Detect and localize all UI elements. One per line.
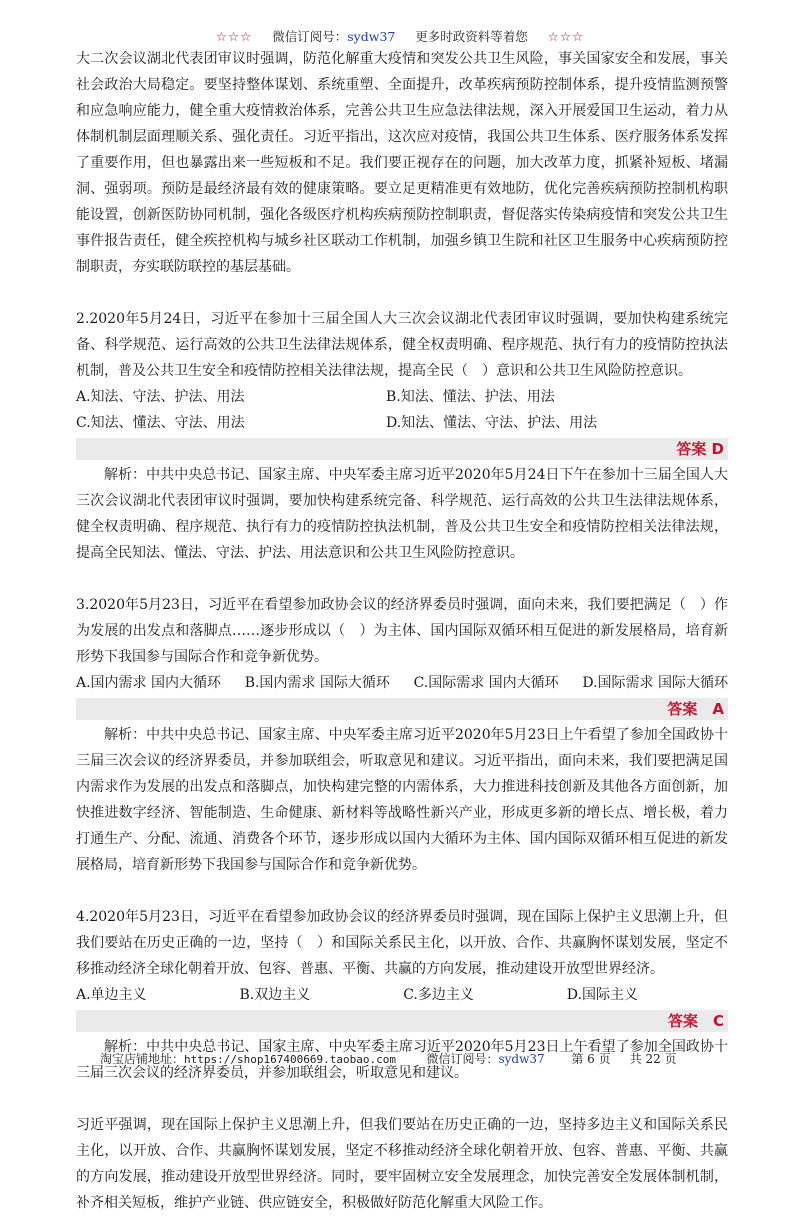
subscribe-id: sydw37 [347,29,396,44]
option-d: D.国际主义 [566,987,638,1003]
question-2-analysis: 解析：中共中央总书记、国家主席、中央军委主席习近平2020年5月24日下午在参加十三届全国人大三次会议湖北代表团审议时强调，要加快构建系统完备、科学规范、运行高效的公共卫生法律法规体系，健全权责明确、程序规范、执行有力的疫情防控执法机制，普及公共卫生安全和疫情防控相关法律法规，提高全民知法、懂法、守法、护法、用法意识和公共卫生风险防控意识。 [76,467,728,561]
page-footer [100,1050,677,1067]
option-b: B.双边主义 [239,987,311,1003]
question-4-stem: 4.2020年5月23日，习近平在看望参加政协会议的经济界委员时强调，现在国际上保护主义思潮上升，但我们要站在历史正确的一边，坚持（ ）和国际关系民主化，以开放、合作、共赢胸怀谋划发展，坚定不移推动经济全球化朝着开放、包容、普惠、平衡、共赢的方向发展，推动建设开放型世界经济。 [76,909,728,977]
question-3-answer: 答案 A [76,698,728,720]
page-header [0,27,800,45]
option-c: C.多边主义 [403,987,474,1003]
option-c: C.国际需求 国内大循环 [413,675,559,691]
question-4-answer: 答案 C [76,1010,728,1032]
question-3-options [76,670,728,696]
question-2-answer: 答案 D [76,438,728,460]
question-3-stem: 3.2020年5月23日，习近平在看望参加政协会议的经济界委员时强调，面向未来，我们要把满足（ ）作为发展的出发点和落脚点……逐步形成以（ ）为主体、国内国际双循环相互促进的新发展格局，培育新形势下我国参与国际合作和竞争新优势。 [76,597,728,665]
document-body [76,46,728,1216]
question-4-analysis-1: 解析：中共中央总书记、国家主席、中央军委主席习近平2020年5月23日上午看望了参加全国政协十三届三次会议的经济界委员，并参加联组会，听取意见和建议。 [76,1039,728,1081]
question-4-analysis-2: 习近平强调，现在国际上保护主义思潮上升，但我们要站在历史正确的一边，坚持多边主义和国际关系民主化，以开放、合作、共赢胸怀谋划发展，坚定不移推动经济全球化朝着开放、包容、普惠、平衡、共赢的方向发展，推动建设开放型世界经济。同时，要牢固树立安全发展理念，加快完善安全发展体制机制，补齐相关短板，维护产业链、供应链安全，积极做好防范化解重大风险工作。 [76,1117,728,1211]
option-c: C.知法、懂法、守法、用法 [76,415,245,431]
option-a: A.知法、守法、护法、用法 [76,389,245,405]
more-materials-text: 更多时政资料等着您 [415,29,528,44]
question-2-stem: 2.2020年5月24日，习近平在参加十三届全国人大三次会议湖北代表团审议时强调，要加快构建系统完备、科学规范、运行高效的公共卫生法律法规体系，健全权责明确、程序规范、执行有力的疫情防控执法机制，普及公共卫生安全和疫情防控相关法律法规，提高全民（ ）意识和公共卫生风险防控意识。 [76,311,728,379]
page-total: 共 22 页 [629,1052,677,1066]
star-decoration-right: ☆☆☆ [547,29,585,44]
option-a: A.国内需求 国内大循环 [76,675,222,691]
option-d: D.知法、懂法、守法、护法、用法 [386,415,598,431]
option-d: D.国际需求 国际大循环 [582,675,728,691]
option-b: B.知法、懂法、护法、用法 [386,389,555,405]
intro-paragraph: 大二次会议湖北代表团审议时强调，防范化解重大疫情和突发公共卫生风险，事关国家安全和发展，事关社会政治大局稳定。要坚持整体谋划、系统重塑、全面提升，改革疾病预防控制体系，提升疫情监测预警和应急响应能力，健全重大疫情救治体系，完善公共卫生应急法律法规，深入开展爱国卫生运动，着力从体制机制层面理顺关系、强化责任。习近平指出，这次应对疫情，我国公共卫生体系、医疗服务体系发挥了重要作用，但也暴露出来一些短板和不足。我们要正视存在的问题，加大改革力度，抓紧补短板、堵漏洞、强弱项。预防是最经济最有效的健康策略。要立足更精准更有效地防，优化完善疾病预防控制机构职能设置，创新医防协同机制，强化各级医疗机构疾病预防控制职责，督促落实传染病疫情和突发公共卫生事件报告责任，健全疾控机构与城乡社区联动工作机制，加强乡镇卫生院和社区卫生服务中心疾病预防控制职责，夯实联防联控的基层基础。 [76,51,728,275]
page-number: 第 6 页 [571,1052,611,1066]
question-4-options [76,982,728,1008]
option-b: B.国内需求 国际大循环 [244,675,390,691]
footer-subscribe-label: 微信订阅号： [426,1052,499,1066]
option-a: A.单边主义 [76,987,147,1003]
footer-subscribe-id: sydw37 [498,1052,545,1066]
question-3-analysis: 解析：中共中央总书记、国家主席、中央军委主席习近平2020年5月23日上午看望了参加全国政协十三届三次会议的经济界委员，并参加联组会，听取意见和建议。习近平指出，面向未来，我们要把满足国内需求作为发展的出发点和落脚点，加快构建完整的内需体系，大力推进科技创新及其他各方面创新，加快推进数字经济、智能制造、生命健康、新材料等战略性新兴产业，形成更多新的增长点、增长极，着力打通生产、分配、流通、消费各个环节，逐步形成以国内大循环为主体、国内国际双循环相互促进的新发展格局，培育新形势下我国参与国际合作和竞争新优势。 [76,727,728,873]
subscribe-label: 微信订阅号： [272,29,348,44]
shop-label: 淘宝店铺地址： [100,1052,185,1066]
question-2-options [76,384,728,436]
shop-url-link[interactable]: https://shop167400669.taobao.com [184,1053,396,1066]
star-decoration-left: ☆☆☆ [215,29,253,44]
